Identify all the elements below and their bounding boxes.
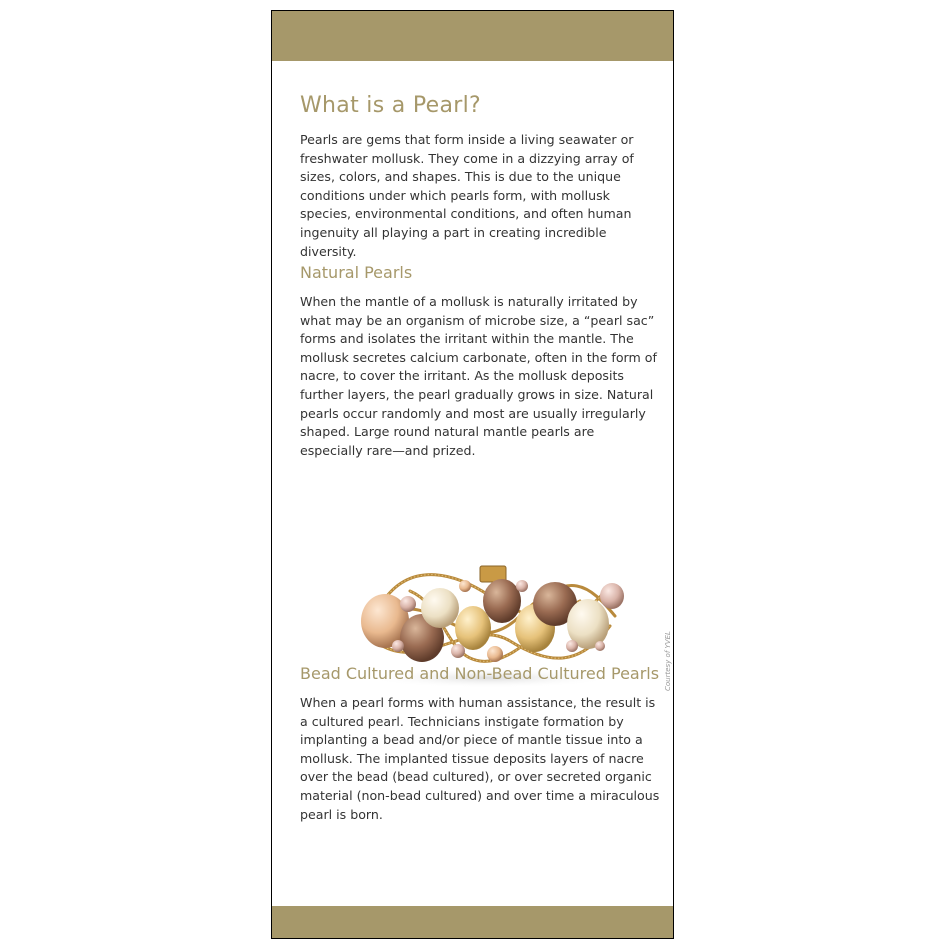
intro-paragraph: Pearls are gems that form inside a living seawater or freshwater mollusk. They come in a dizzying array of sizes, colors, and shapes. This is due to the unique conditions under which pearls form, with mollusk species, environmental conditions, and often human ingenuity all playing a part in creating incredible diversity.	[300, 132, 634, 259]
top-color-band	[272, 11, 673, 61]
natural-pearls-paragraph: When the mantle of a mollusk is naturally irritated by what may be an organism of microbe size, a “pearl sac” forms and isolates the irritant within the mantle. The mollusk secretes calcium carbonate, often in the form of nacre, to cover the irritant. As the mollusk deposits further layers, the pearl gradually grows in size. Natural pearls occur randomly and most are usually irregularly shaped. Large round natural mantle pearls are especially rare—and prized.	[300, 294, 657, 458]
natural-pearls-heading: Natural Pearls	[300, 263, 413, 282]
page-title: What is a Pearl?	[300, 93, 481, 118]
photo-credit-text: Courtesy of YVEL	[664, 631, 672, 691]
photo-credit	[662, 621, 674, 691]
bottom-color-band	[272, 906, 673, 938]
cultured-pearls-heading: Bead Cultured and Non-Bead Cultured Pearls	[300, 664, 660, 683]
cultured-pearls-paragraph: When a pearl forms with human assistance, the result is a cultured pearl. Technicians instigate formation by implanting a bead and/or piece of mantle tissue into a mollusk. The implanted tissue deposits layers of nacre over the bead (bead cultured), or over secreted organic material (non-bead cultured) and over time a miraculous pearl is born.	[300, 695, 660, 822]
brochure-page	[271, 10, 674, 939]
